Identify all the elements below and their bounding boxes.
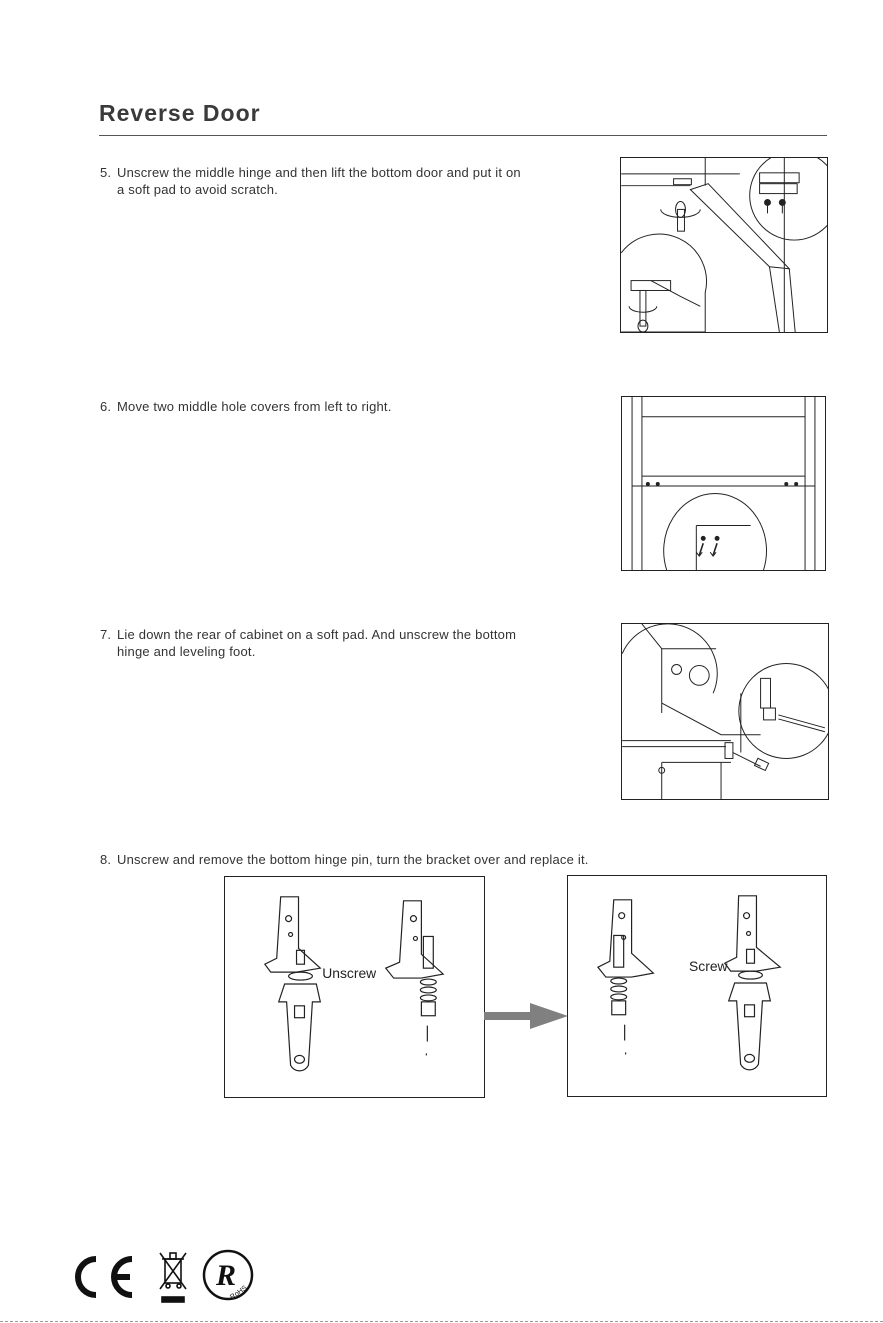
step-8 <box>100 851 589 868</box>
figure-unscrew-hinge-pin <box>224 876 485 1098</box>
figure-hole-covers <box>621 396 826 571</box>
bottom-hinge-illustration <box>622 624 828 799</box>
figure-middle-hinge <box>620 157 828 333</box>
rohs-letter: R <box>216 1259 237 1292</box>
step-text-line1: Move two middle hole covers from left to right. <box>117 399 392 414</box>
step-7 <box>100 626 516 660</box>
step-text-line1: Lie down the rear of cabinet on a soft pad. And unscrew the bottom <box>117 627 517 642</box>
screw-label: Screw <box>689 958 728 975</box>
rohs-icon <box>204 1251 252 1301</box>
step-5 <box>100 164 521 198</box>
screw-hinge-illustration <box>568 876 826 1096</box>
step-text-line1: Unscrew the middle hinge and then lift the bottom door and put it on <box>117 165 521 180</box>
step-text-line1: Unscrew and remove the bottom hinge pin, turn the bracket over and replace it. <box>117 852 589 867</box>
step-number: 6. <box>100 399 112 414</box>
step-6 <box>100 398 392 415</box>
step-text-line2: a soft pad to avoid scratch. <box>117 182 278 197</box>
page-bottom-line <box>0 1321 883 1322</box>
step-number: 5. <box>100 165 112 180</box>
page-title: Reverse Door <box>99 100 261 126</box>
unscrew-label: Unscrew <box>322 965 377 982</box>
step-number: 8. <box>100 852 112 867</box>
title-rule <box>99 135 827 136</box>
hole-covers-illustration <box>622 397 825 570</box>
figure-bottom-hinge <box>621 623 829 800</box>
figure-screw-hinge-pin <box>567 875 827 1097</box>
step-number: 7. <box>100 627 112 642</box>
ce-mark-icon <box>78 1259 132 1295</box>
middle-hinge-illustration <box>621 158 827 332</box>
step-text-line2: hinge and leveling foot. <box>117 644 256 659</box>
rohs-text: RoHS <box>229 1284 249 1302</box>
compliance-logos <box>70 1247 260 1307</box>
process-arrow-icon <box>484 1003 568 1029</box>
unscrew-hinge-illustration <box>225 877 484 1097</box>
weee-bin-icon <box>160 1253 186 1302</box>
